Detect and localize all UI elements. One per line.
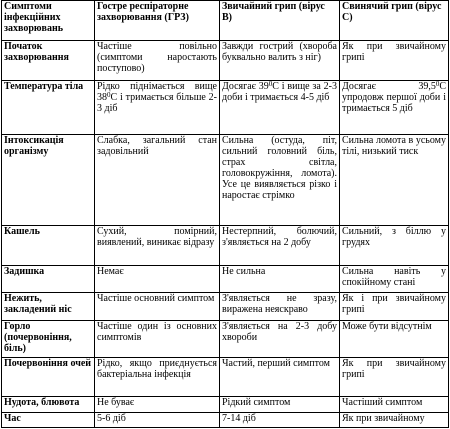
cell-grz: Не буває	[95, 397, 220, 412]
temp-text-post: С і вище за 2-3 доби і тримається 4-5 діб	[222, 80, 337, 103]
table-row	[2, 358, 449, 397]
cell-grz: 5-6 діб	[95, 412, 220, 427]
table-row	[2, 293, 449, 321]
table-row	[2, 225, 449, 265]
cell-flu-b: Не сильна	[220, 265, 340, 293]
cell-grz: Рідко, якщо приєднується бактеріальна інфекція	[95, 358, 220, 397]
row-label-runny-nose: Нежить, закладений ніс	[2, 293, 95, 321]
cell-flu-c	[340, 80, 449, 134]
degree-superscript: 0	[107, 90, 111, 99]
cell-flu-c: Сильний, з біллю у грудях	[340, 225, 449, 265]
cell-flu-b: 7-14 діб	[220, 412, 340, 427]
row-label-throat: Горло (почервоніння, біль)	[2, 320, 95, 358]
cell-flu-b: З'являється не зразу, виражена неяскраво	[220, 293, 340, 321]
header-cell-symptoms: Симптоми інфекційних захворювань	[2, 1, 95, 41]
row-label-temperature: Температура тіла	[2, 80, 95, 134]
cell-flu-c: Як при звичайному грипі	[340, 40, 449, 80]
cell-flu-b: Сильна (остуда, піт, сильний головний біль, страх світла, головокружіння, ломота). Усе це виявляється різко і наростає стрімко	[220, 134, 340, 225]
cell-flu-c: Як при звичайному	[340, 412, 449, 427]
row-label-duration: Час	[2, 412, 95, 427]
header-cell-grz: Гостре респіраторне захворювання (ГРЗ)	[95, 1, 220, 41]
cell-flu-c: Як при звичайному грипі	[340, 358, 449, 397]
cell-grz: Частіше повільно (симптоми наростають поступово)	[95, 40, 220, 80]
cell-grz: Слабка, загальний стан задовільний	[95, 134, 220, 225]
temp-text-post: С і тримається більше 2-3 діб	[97, 91, 217, 114]
row-label-nausea: Нудота, блювота	[2, 397, 95, 412]
table-row	[2, 397, 449, 412]
cell-flu-b: Рідкий симптом	[220, 397, 340, 412]
cell-flu-c: Може бути відсутнім	[340, 320, 449, 358]
header-cell-flu-b: Звичайний грип (вірус В)	[220, 1, 340, 41]
header-cell-flu-c: Свинячий грип (вірус С)	[340, 1, 449, 41]
row-label-onset: Початок захворювання	[2, 40, 95, 80]
cell-flu-b: З'являється на 2-3 добу хвороби	[220, 320, 340, 358]
cell-flu-b	[220, 80, 340, 134]
temp-text-post: С упродовж першої доби і тримається 5 діб	[342, 80, 446, 114]
cell-grz	[95, 80, 220, 134]
row-label-shortness-of-breath: Задишка	[2, 265, 95, 293]
table-row	[2, 40, 449, 80]
cell-grz: Немає	[95, 265, 220, 293]
cell-grz: Частіше один із основних симптомів	[95, 320, 220, 358]
degree-superscript: 0	[435, 80, 440, 88]
table-row	[2, 134, 449, 225]
table-row	[2, 265, 449, 293]
cell-flu-b: Частий, перший симптом	[220, 358, 340, 397]
cell-flu-b: Завжди гострий (хвороба буквально валить з ніг)	[220, 40, 340, 80]
row-label-red-eyes: Почервоніння очей	[2, 358, 95, 397]
cell-grz: Сухий, помірний, виявлений, виникає відразу	[95, 225, 220, 265]
temp-text-pre: Рідко піднімається вище 38	[97, 80, 217, 103]
table-row	[2, 412, 449, 427]
degree-superscript: 0	[268, 80, 273, 88]
cell-flu-c: Частіший симптом	[340, 397, 449, 412]
cell-flu-c: Як і при звичайному грипі	[340, 293, 449, 321]
cell-flu-c: Сильна навіть у спокійному стані	[340, 265, 449, 293]
row-label-intoxication: Інтоксикація організму	[2, 134, 95, 225]
temp-text-pre: Досягає 39,5	[342, 80, 436, 92]
cell-grz: Частіше основний симптом	[95, 293, 220, 321]
table-row	[2, 320, 449, 358]
cell-flu-b: Нестерпний, болючий, з'являється на 2 добу	[220, 225, 340, 265]
header-row	[2, 1, 449, 41]
table-row	[2, 80, 449, 134]
row-label-cough: Кашель	[2, 225, 95, 265]
cell-flu-c: Сильна ломота в усьому тілі, низький тиск	[340, 134, 449, 225]
comparison-table	[1, 0, 449, 428]
temp-text-pre: Досягає 39	[222, 80, 269, 92]
